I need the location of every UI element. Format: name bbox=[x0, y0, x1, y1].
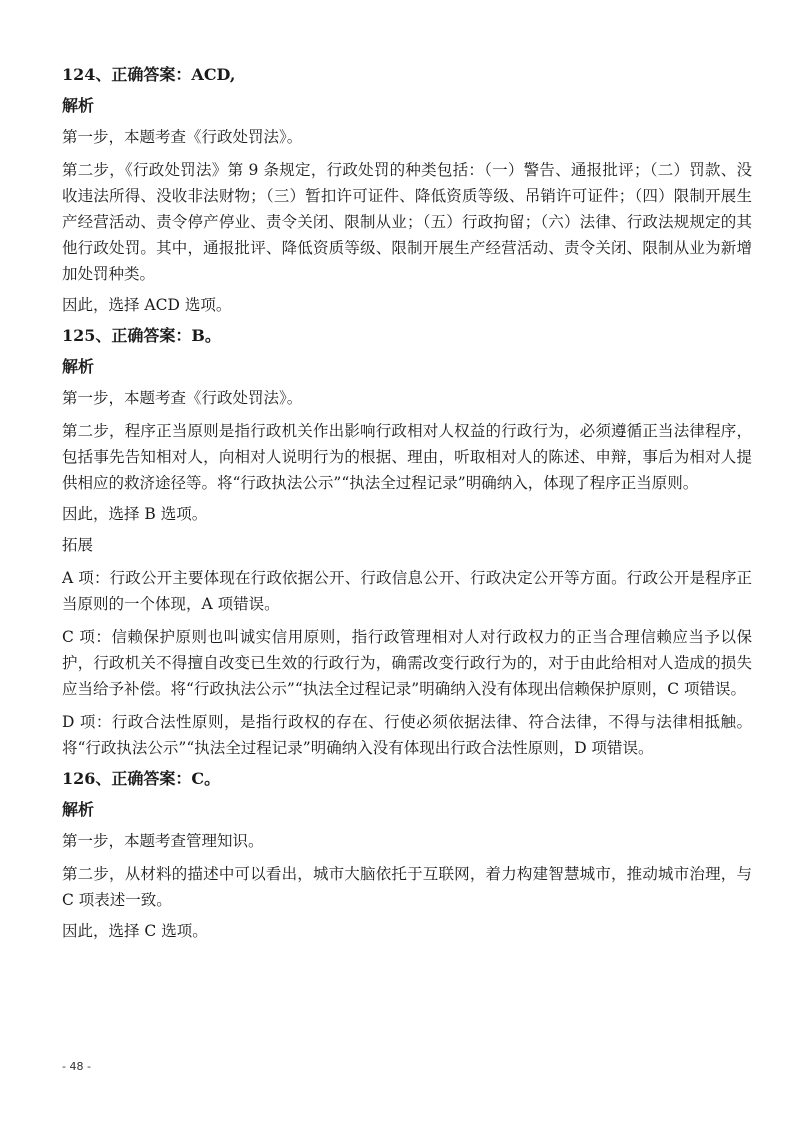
answer-title-124: 124、正确答案：ACD, bbox=[62, 65, 236, 84]
extension-label-125: 拓展 bbox=[62, 536, 94, 554]
conclusion-125: 因此，选择 B 选项。 bbox=[62, 505, 208, 523]
step2-124: 第二步，《行政处罚法》第 9 条规定，行政处罚的种类包括：（一）警告、通报批评；（二）罚款、没收违法所得、没收非法财物；（三）暂扣许可证件、降低资质等级、吊销许可证件；（四）限制开展生产经营活动、责令停产停业、责令关闭、限制从业；（五）行政拘留；（六）法律、行政法规规定的其他行政处罚。其中，通报批评、降低资质等级、限制开展生产经营活动、责令关闭、限制从业为新增加处罚种类。 bbox=[62, 161, 752, 283]
option-d-125: D 项：行政合法性原则，是指行政权的存在、行使必须依据法律、符合法律，不得与法律相抵触。将“行政执法公示”“执法全过程记录”明确纳入没有体现出行政合法性原则，D 项错误。 bbox=[62, 713, 752, 757]
conclusion-124: 因此，选择 ACD 选项。 bbox=[62, 296, 232, 314]
answer-title-126: 126、正确答案：C。 bbox=[62, 769, 221, 788]
option-c-125: C 项：信赖保护原则也叫诚实信用原则，指行政管理相对人对行政权力的正当合理信赖应当予以保护，行政机关不得擅自改变已生效的行政行为，确需改变行政行为的，对于由此给相对人造成的损失应当给予补偿。将“行政执法公示”“执法全过程记录”明确纳入没有体现出信赖保护原则，C 项错误。 bbox=[62, 628, 752, 698]
analysis-label-125: 解析 bbox=[62, 357, 95, 376]
answer-title-125: 125、正确答案：B。 bbox=[62, 326, 221, 345]
question-124 bbox=[62, 64, 752, 316]
step1-125: 第一步，本题考查《行政处罚法》。 bbox=[62, 389, 303, 407]
analysis-label-126: 解析 bbox=[62, 800, 95, 819]
analysis-label-124: 解析 bbox=[62, 96, 95, 115]
conclusion-126: 因此，选择 C 选项。 bbox=[62, 922, 208, 940]
step1-126: 第一步，本题考查管理知识。 bbox=[62, 832, 264, 850]
page-number: - 48 - bbox=[62, 1060, 91, 1073]
question-126 bbox=[62, 768, 752, 942]
page-content bbox=[62, 64, 752, 951]
step1-124: 第一步，本题考查《行政处罚法》。 bbox=[62, 128, 303, 146]
step2-126: 第二步，从材料的描述中可以看出，城市大脑依托于互联网，着力构建智慧城市，推动城市治理，与 C 项表述一致。 bbox=[62, 865, 752, 909]
question-125 bbox=[62, 325, 752, 761]
step2-125: 第二步，程序正当原则是指行政机关作出影响行政相对人权益的行政行为，必须遵循正当法律程序，包括事先告知相对人，向相对人说明行为的根据、理由，听取相对人的陈述、申辩，事后为相对人提供相应的救济途径等。将“行政执法公示”“执法全过程记录”明确纳入，体现了程序正当原则。 bbox=[62, 422, 752, 492]
option-a-125: A 项：行政公开主要体现在行政依据公开、行政信息公开、行政决定公开等方面。行政公开是程序正当原则的一个体现，A 项错误。 bbox=[62, 569, 752, 613]
